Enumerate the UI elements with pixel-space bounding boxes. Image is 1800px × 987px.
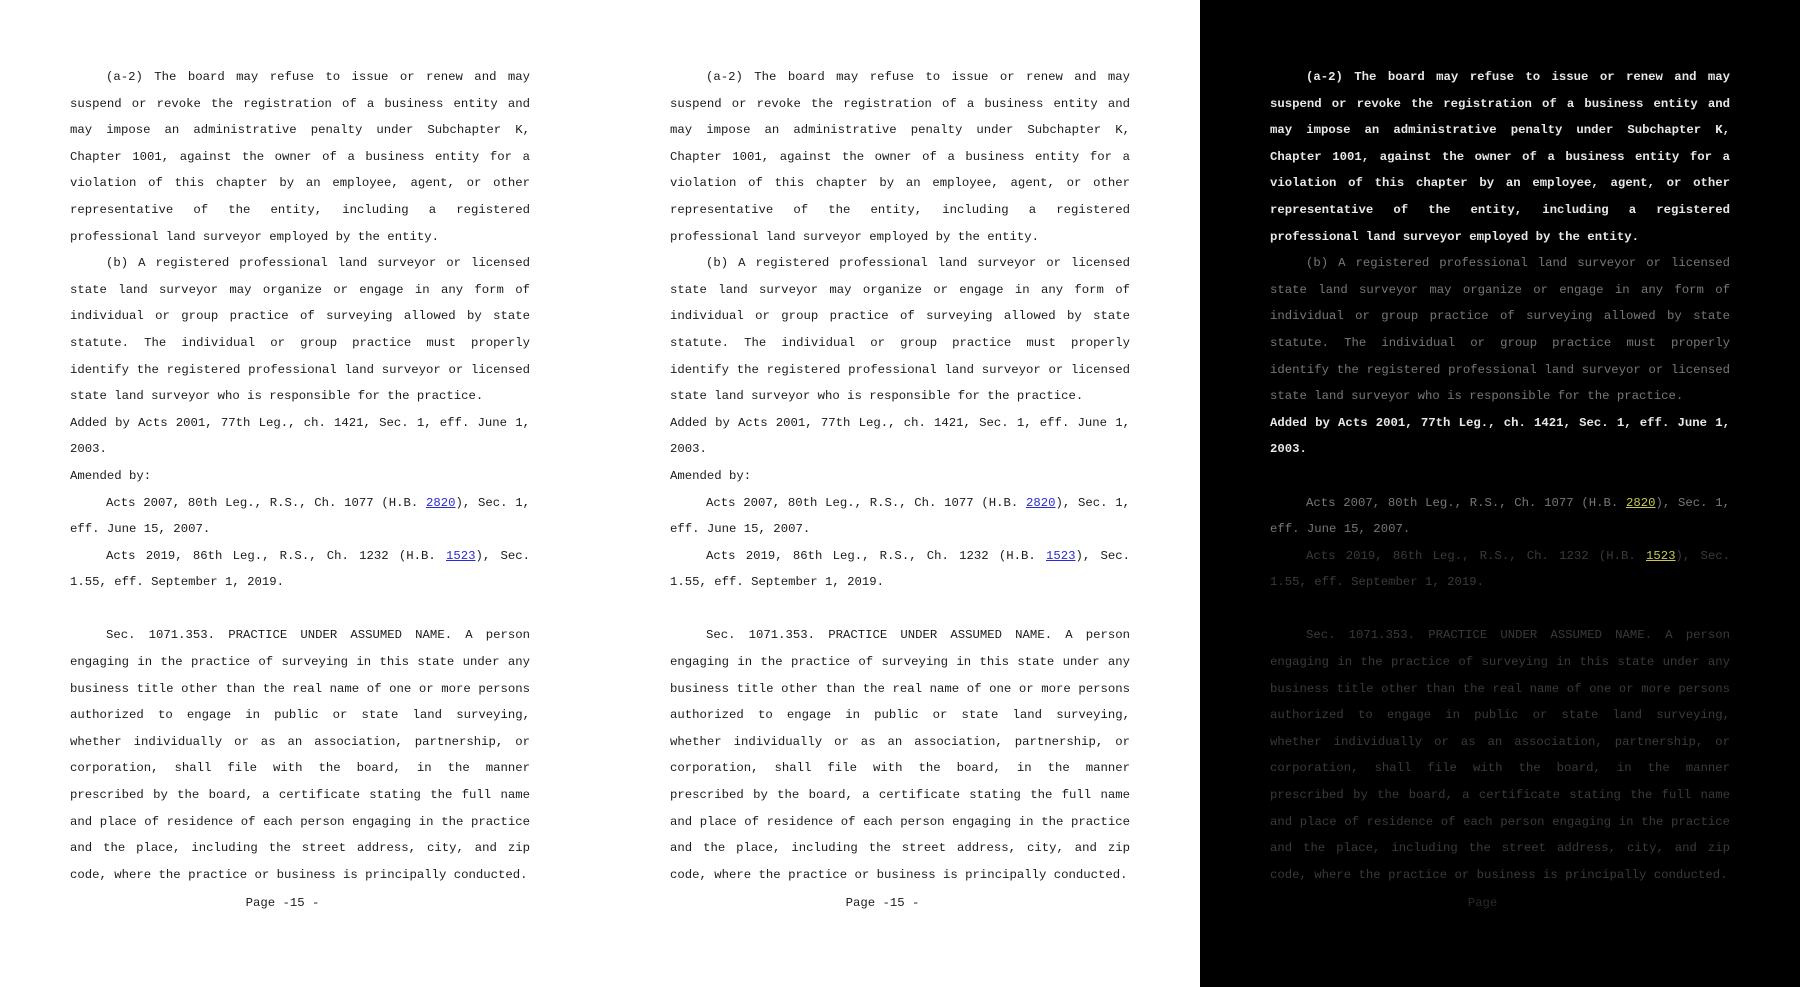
amendment-text: Acts 2007, 80th Leg., R.S., Ch. 1077 (H.B.: [1306, 495, 1626, 510]
page-number: Page -15 -: [845, 896, 920, 910]
bill-link-2820[interactable]: 2820: [426, 495, 456, 510]
spacer: [670, 596, 1130, 623]
spacer: [70, 596, 530, 623]
amendment-text: Acts 2007, 80th Leg., R.S., Ch. 1077 (H.B.: [706, 495, 1026, 510]
page-view-original: [0, 0, 600, 987]
amendment-text: Acts 2019, 86th Leg., R.S., Ch. 1232 (H.B.: [106, 548, 446, 563]
page-body: [70, 64, 530, 888]
bill-link-2820[interactable]: 2820: [1626, 495, 1656, 510]
section-heading: Sec. 1071.353. PRACTICE UNDER ASSUMED NAME.: [706, 628, 1053, 643]
section-body: A person engaging in the practice of surveying in this state under any business title other than the real name of one or more persons authorized to engage in public or state land surveying, whether individually or as an association, partnership, or corporation, shall file with the board, in the manner prescribed by the board, a certificate stating the full name and place of residence of each person engaging in the practice and the place, including the street address, city, and zip code, where the practice or business is principally conducted.: [1270, 628, 1730, 882]
paragraph-b: (b) A registered professional land surveyor or licensed state land surveyor may organize or engage in any form of individual or group practice of surveying allowed by state statute. The individual or group practice must properly identify the registered professional land surveyor or licensed state land surveyor who is responsible for the practice.: [70, 256, 530, 404]
amendment-text: ), Sec. 1, eff. June 15, 2007.: [70, 495, 530, 537]
amendment-text: ), Sec. 1, eff. June 15, 2007.: [1270, 495, 1730, 537]
amendment-2019: [70, 543, 530, 596]
amendment-text: ), Sec. 1.55, eff. September 1, 2019.: [670, 548, 1131, 590]
bill-link-2820[interactable]: 2820: [1026, 495, 1056, 510]
page-view-dark: [1200, 0, 1800, 987]
added-by-note: Added by Acts 2001, 77th Leg., ch. 1421, Sec. 1, eff. June 1, 2003.: [1270, 415, 1730, 457]
amendment-2007: [1270, 490, 1730, 543]
amendment-text: ), Sec. 1.55, eff. September 1, 2019.: [70, 548, 531, 590]
amendment-2019: [670, 543, 1130, 596]
added-by-note: Added by Acts 2001, 77th Leg., ch. 1421, Sec. 1, eff. June 1, 2003.: [670, 415, 1130, 457]
paragraph-a2: (a-2) The board may refuse to issue or renew and may suspend or revoke the registration of a business entity and may impose an administrative penalty under Subchapter K, Chapter 1001, against the owner of a business entity for a violation of this chapter by an employee, agent, or other representative of the entity, including a registered professional land surveyor employed by the entity.: [70, 70, 530, 244]
amendment-text: ), Sec. 1.55, eff. September 1, 2019.: [1270, 548, 1731, 590]
paragraph-a2: (a-2) The board may refuse to issue or renew and may suspend or revoke the registration of a business entity and may impose an administrative penalty under Subchapter K, Chapter 1001, against the owner of a business entity for a violation of this chapter by an employee, agent, or other representative of the entity, including a registered professional land surveyor employed by the entity.: [670, 70, 1130, 244]
bill-link-1523[interactable]: 1523: [1045, 548, 1076, 563]
added-by-note: Added by Acts 2001, 77th Leg., ch. 1421, Sec. 1, eff. June 1, 2003.: [70, 415, 530, 457]
page-body: [1270, 64, 1730, 888]
amended-by-label: Amended by:: [670, 468, 752, 483]
amendment-text: Acts 2019, 86th Leg., R.S., Ch. 1232 (H.B.: [1306, 548, 1646, 563]
section-body: A person engaging in the practice of surveying in this state under any business title other than the real name of one or more persons authorized to engage in public or state land surveying, whether individually or as an association, partnership, or corporation, shall file with the board, in the manner prescribed by the board, a certificate stating the full name and place of residence of each person engaging in the practice and the place, including the street address, city, and zip code, where the practice or business is principally conducted.: [70, 628, 530, 882]
paragraph-a2: (a-2) The board may refuse to issue or renew and may suspend or revoke the registration of a business entity and may impose an administrative penalty under Subchapter K, Chapter 1001, against the owner of a business entity for a violation of this chapter by an employee, agent, or other representative of the entity, including a registered professional land surveyor employed by the entity.: [1270, 70, 1730, 244]
section-heading: Sec. 1071.353. PRACTICE UNDER ASSUMED NAME.: [106, 628, 453, 643]
amendment-2019: [1270, 543, 1730, 596]
amendment-text: ), Sec. 1, eff. June 15, 2007.: [670, 495, 1130, 537]
amendment-2007: [70, 490, 530, 543]
amended-by-label: Amended by:: [70, 468, 152, 483]
section-1071-353: [670, 622, 1130, 888]
section-heading: Sec. 1071.353. PRACTICE UNDER ASSUMED NAME.: [1306, 628, 1653, 643]
paragraph-b: (b) A registered professional land surveyor or licensed state land surveyor may organize or engage in any form of individual or group practice of surveying allowed by state statute. The individual or group practice must properly identify the registered professional land surveyor or licensed state land surveyor who is responsible for the practice.: [670, 256, 1130, 404]
amendment-text: Acts 2019, 86th Leg., R.S., Ch. 1232 (H.B.: [706, 548, 1046, 563]
section-1071-353: [1270, 622, 1730, 888]
spacer: [1270, 463, 1730, 490]
page-number: Page: [1467, 896, 1498, 910]
section-1071-353: [70, 622, 530, 888]
amendment-text: Acts 2007, 80th Leg., R.S., Ch. 1077 (H.B.: [106, 495, 426, 510]
page-view-copy: [600, 0, 1200, 987]
spacer: [1270, 596, 1730, 623]
page-body: [670, 64, 1130, 888]
paragraph-b: (b) A registered professional land surveyor or licensed state land surveyor may organize or engage in any form of individual or group practice of surveying allowed by state statute. The individual or group practice must properly identify the registered professional land surveyor or licensed state land surveyor who is responsible for the practice.: [1270, 256, 1730, 404]
bill-link-1523[interactable]: 1523: [445, 548, 476, 563]
page-number: Page -15 -: [245, 896, 320, 910]
bill-link-1523[interactable]: 1523: [1645, 548, 1676, 563]
section-body: A person engaging in the practice of surveying in this state under any business title other than the real name of one or more persons authorized to engage in public or state land surveying, whether individually or as an association, partnership, or corporation, shall file with the board, in the manner prescribed by the board, a certificate stating the full name and place of residence of each person engaging in the practice and the place, including the street address, city, and zip code, where the practice or business is principally conducted.: [670, 628, 1130, 882]
amendment-2007: [670, 490, 1130, 543]
